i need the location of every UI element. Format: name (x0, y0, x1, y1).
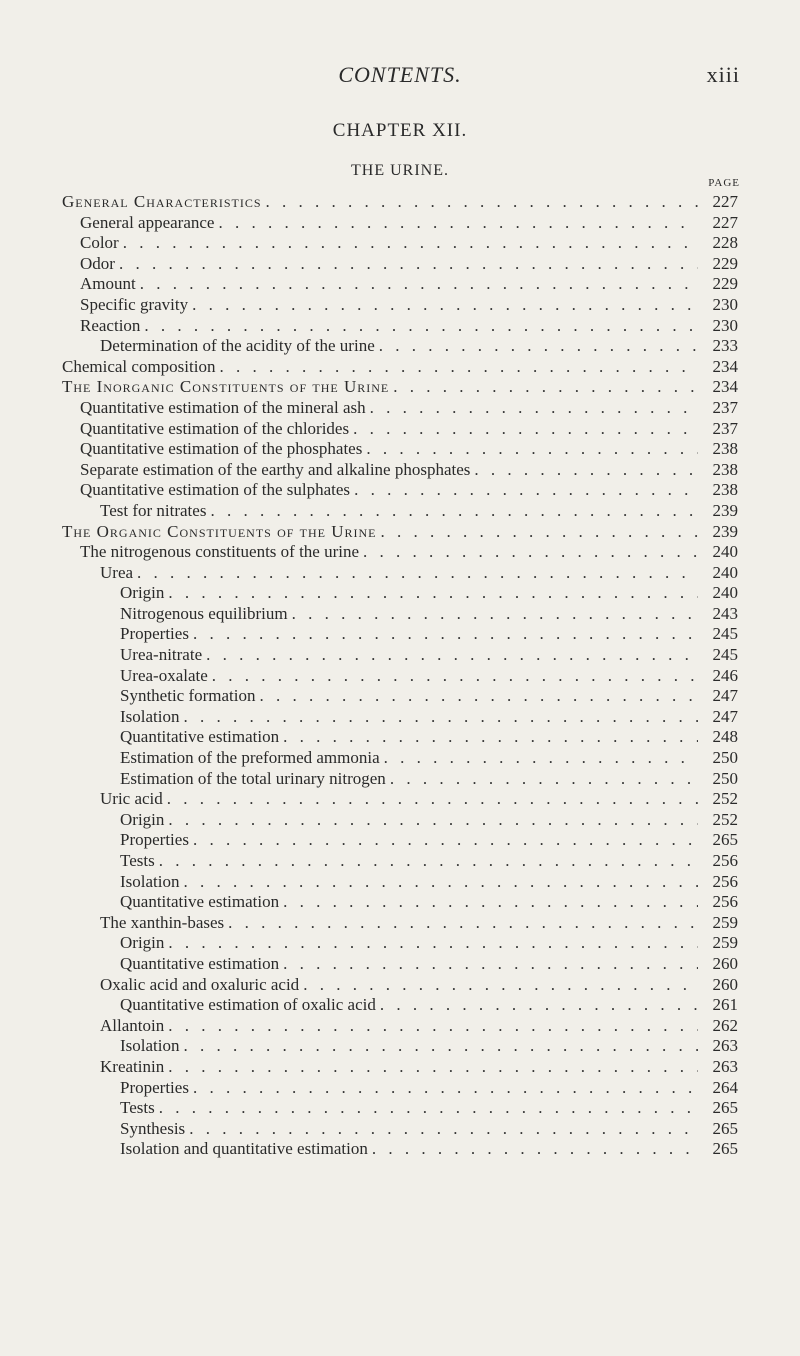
toc-entry (62, 480, 738, 501)
toc-entry-title: Oxalic acid and oxaluric acid (100, 974, 300, 994)
toc-entry-title: Quantitative estimation (120, 892, 280, 912)
dot-leader (362, 439, 698, 460)
toc-entry-title: General appearance (80, 212, 215, 232)
toc-entry-title: Properties (120, 830, 189, 850)
toc-entry-page: 245 (712, 645, 738, 665)
toc-entry-page: 240 (712, 542, 738, 562)
toc-entry (62, 810, 738, 831)
dot-leader (288, 604, 698, 625)
chapter-heading: CHAPTER XII. (332, 120, 468, 141)
toc-entry (62, 1098, 738, 1119)
toc-entry-title: General Characteristics (62, 192, 262, 211)
dot-leader (386, 769, 698, 790)
toc-entry (62, 995, 738, 1016)
toc-entry (62, 274, 738, 295)
toc-entry (62, 727, 738, 748)
dot-leader (164, 1016, 698, 1037)
toc-entry-page: 252 (712, 789, 738, 809)
toc-entry (62, 954, 738, 975)
toc-entry (62, 377, 738, 398)
toc-entry-page: 262 (712, 1015, 738, 1035)
toc-entry-title: The xanthin-bases (100, 912, 225, 932)
running-head (0, 62, 800, 92)
toc-entry-page: 227 (712, 212, 738, 232)
dot-leader (164, 583, 698, 604)
toc-entry-title: The nitrogenous constituents of the urine (80, 542, 360, 562)
dot-leader (380, 748, 698, 769)
toc-entry-page: 230 (712, 315, 738, 335)
toc-entry-page: 234 (712, 377, 738, 397)
toc-entry-title: Allantoin (100, 1015, 165, 1035)
dot-leader (349, 419, 698, 440)
dot-leader (180, 872, 699, 893)
toc-entry-page: 260 (712, 974, 738, 994)
toc-entry (62, 563, 738, 584)
dot-leader (470, 460, 698, 481)
dot-leader (140, 316, 698, 337)
toc-entry-title: Properties (120, 1077, 189, 1097)
dot-leader (299, 975, 698, 996)
toc-entry (62, 1119, 738, 1140)
toc-entry-page: 247 (712, 706, 738, 726)
toc-entry-title: Synthesis (120, 1118, 186, 1138)
dot-leader (279, 727, 698, 748)
dot-leader (163, 789, 698, 810)
toc-entry-title: Isolation (120, 1036, 180, 1056)
dot-leader (206, 501, 698, 522)
toc-entry-page: 265 (712, 1118, 738, 1138)
dot-leader (375, 336, 698, 357)
toc-entry-title: Estimation of the preformed ammonia (120, 748, 380, 768)
dot-leader (262, 192, 698, 213)
toc-entry-page: 243 (712, 603, 738, 623)
toc-entry-title: Origin (120, 933, 165, 953)
toc-entry-title: Tests (120, 851, 155, 870)
toc-entry (62, 872, 738, 893)
toc-entry-title: Quantitative estimation of the sulphates (80, 480, 351, 500)
dot-leader (368, 1139, 698, 1160)
dot-leader (189, 830, 698, 851)
toc-entry (62, 624, 738, 645)
toc-entry (62, 830, 738, 851)
toc-entry (62, 316, 738, 337)
toc-entry-page: 230 (712, 294, 738, 314)
toc-entry-page: 259 (712, 912, 738, 932)
toc-entry-title: The Organic Constituents of the Urine (62, 521, 377, 541)
dot-leader (279, 892, 698, 913)
toc-entry (62, 892, 738, 913)
toc-entry-title: Nitrogenous equilibrium (120, 603, 288, 623)
dot-leader (164, 1057, 698, 1078)
page-number: xiii (706, 62, 740, 87)
toc-entry-title: Color (80, 233, 119, 253)
toc-entry-page: 259 (712, 933, 738, 953)
toc-entry (62, 419, 738, 440)
toc-entry (62, 851, 738, 872)
page-column-label: PAGE (708, 177, 740, 189)
toc-entry-page: 248 (712, 727, 738, 747)
dot-leader (164, 810, 698, 831)
running-title: CONTENTS. (338, 62, 462, 87)
toc-entry-title: Reaction (80, 315, 141, 335)
toc-entry-title: Isolation and quantitative estimation (120, 1139, 368, 1159)
toc-entry-page: 247 (712, 686, 738, 706)
toc-entry-page: 256 (712, 871, 738, 891)
toc-entry-page: 238 (712, 459, 738, 479)
toc-entry (62, 789, 738, 810)
toc-entry (62, 975, 738, 996)
dot-leader (279, 954, 698, 975)
toc-entry (62, 1057, 738, 1078)
toc-entry-page: 245 (712, 624, 738, 644)
dot-leader (189, 1078, 698, 1099)
dot-leader (256, 686, 698, 707)
toc-entry-title: Estimation of the total urinary nitrogen (120, 768, 386, 788)
dot-leader (188, 295, 698, 316)
toc-entry-title: Quantitative estimation of oxalic acid (120, 995, 376, 1015)
toc-entry (62, 913, 738, 934)
toc-entry (62, 233, 738, 254)
dot-leader (133, 563, 698, 584)
toc-entry-page: 256 (712, 892, 738, 912)
toc-entry-page: 237 (712, 397, 738, 417)
toc-entry-title: Uric acid (100, 789, 163, 809)
toc-entry (62, 769, 738, 790)
toc-entry (62, 1036, 738, 1057)
dot-leader (189, 624, 698, 645)
toc-entry-page: 237 (712, 418, 738, 438)
toc-entry-title: Isolation (120, 706, 180, 726)
toc-entry (62, 398, 738, 419)
toc-entry-page: 238 (712, 480, 738, 500)
toc-entry-page: 264 (712, 1077, 738, 1097)
toc-entry-page: 229 (712, 253, 738, 273)
toc-entry-title: Origin (120, 583, 165, 603)
dot-leader (180, 707, 699, 728)
table-of-contents (62, 192, 738, 1160)
dot-leader (185, 1119, 698, 1140)
toc-entry (62, 1016, 738, 1037)
toc-entry-title: Urea-oxalate (120, 665, 208, 685)
toc-entry-title: Quantitative estimation of the phosphates (80, 439, 363, 459)
toc-entry-page: 240 (712, 562, 738, 582)
toc-entry-title: Synthetic formation (120, 686, 256, 706)
toc-entry (62, 583, 738, 604)
toc-entry-title: Separate estimation of the earthy and alkaline phosphates (80, 459, 471, 479)
toc-entry-page: 229 (712, 274, 738, 294)
toc-entry-page: 265 (712, 830, 738, 850)
toc-entry-page: 263 (712, 1056, 738, 1076)
dot-leader (115, 254, 698, 275)
dot-leader (155, 851, 698, 872)
toc-entry-page: 233 (712, 336, 738, 356)
toc-entry (62, 933, 738, 954)
toc-entry-title: Amount (80, 274, 136, 294)
toc-entry-title: Quantitative estimation (120, 953, 280, 973)
toc-entry-title: Origin (120, 809, 165, 829)
toc-entry-title: Odor (80, 253, 115, 273)
toc-entry-page: 234 (712, 356, 738, 376)
toc-entry-title: Tests (120, 1098, 155, 1118)
toc-entry-title: Quantitative estimation (120, 727, 280, 747)
toc-entry-page: 228 (712, 233, 738, 253)
toc-entry-page: 239 (712, 521, 738, 541)
toc-entry-title: Test for nitrates (100, 500, 207, 520)
toc-entry (62, 604, 738, 625)
dot-leader (350, 480, 698, 501)
toc-entry-title: Properties (120, 624, 189, 644)
toc-entry (62, 192, 738, 213)
toc-entry-page: 261 (712, 995, 738, 1015)
toc-entry (62, 439, 738, 460)
toc-entry-page: 263 (712, 1036, 738, 1056)
toc-entry (62, 542, 738, 563)
toc-entry-page: 260 (712, 953, 738, 973)
dot-leader (224, 913, 698, 934)
toc-entry (62, 522, 738, 543)
toc-entry-page: 250 (712, 748, 738, 768)
dot-leader (359, 542, 698, 563)
toc-entry (62, 336, 738, 357)
dot-leader (377, 522, 698, 543)
toc-entry (62, 1139, 738, 1160)
toc-entry-title: Chemical composition (62, 356, 216, 376)
toc-entry (62, 295, 738, 316)
toc-entry (62, 357, 738, 378)
dot-leader (208, 666, 698, 687)
toc-entry (62, 213, 738, 234)
dot-leader (202, 645, 698, 666)
toc-entry-title: The Inorganic Constituents of the Urine (62, 377, 390, 397)
toc-entry (62, 460, 738, 481)
dot-leader (376, 995, 698, 1016)
chapter-subtitle: THE URINE. (351, 162, 449, 179)
toc-entry-title: Specific gravity (80, 294, 189, 314)
dot-leader (136, 274, 698, 295)
dot-leader (214, 213, 698, 234)
dot-leader (389, 377, 698, 398)
toc-entry-title: Isolation (120, 871, 180, 891)
dot-leader (119, 233, 698, 254)
toc-entry-page: 265 (712, 1139, 738, 1159)
toc-entry-title: Urea (100, 562, 134, 582)
dot-leader (155, 1098, 698, 1119)
dot-leader (366, 398, 698, 419)
toc-entry (62, 666, 738, 687)
toc-entry-page: 246 (712, 665, 738, 685)
toc-entry (62, 707, 738, 728)
toc-entry (62, 645, 738, 666)
toc-entry-page: 240 (712, 583, 738, 603)
dot-leader (164, 933, 698, 954)
toc-entry-page: 227 (712, 192, 738, 211)
toc-entry-page: 238 (712, 439, 738, 459)
toc-entry (62, 748, 738, 769)
toc-entry-page: 265 (712, 1098, 738, 1118)
toc-entry (62, 254, 738, 275)
toc-entry (62, 686, 738, 707)
toc-entry-title: Determination of the acidity of the urine (100, 336, 375, 356)
toc-entry (62, 501, 738, 522)
toc-entry (62, 1078, 738, 1099)
dot-leader (180, 1036, 699, 1057)
toc-entry-page: 250 (712, 768, 738, 788)
toc-entry-title: Urea-nitrate (120, 645, 203, 665)
toc-entry-title: Kreatinin (100, 1056, 165, 1076)
toc-entry-page: 239 (712, 500, 738, 520)
dot-leader (215, 357, 698, 378)
toc-entry-title: Quantitative estimation of the mineral ash (80, 397, 366, 417)
toc-entry-page: 256 (712, 851, 738, 870)
toc-entry-page: 252 (712, 809, 738, 829)
toc-entry-title: Quantitative estimation of the chlorides (80, 418, 350, 438)
